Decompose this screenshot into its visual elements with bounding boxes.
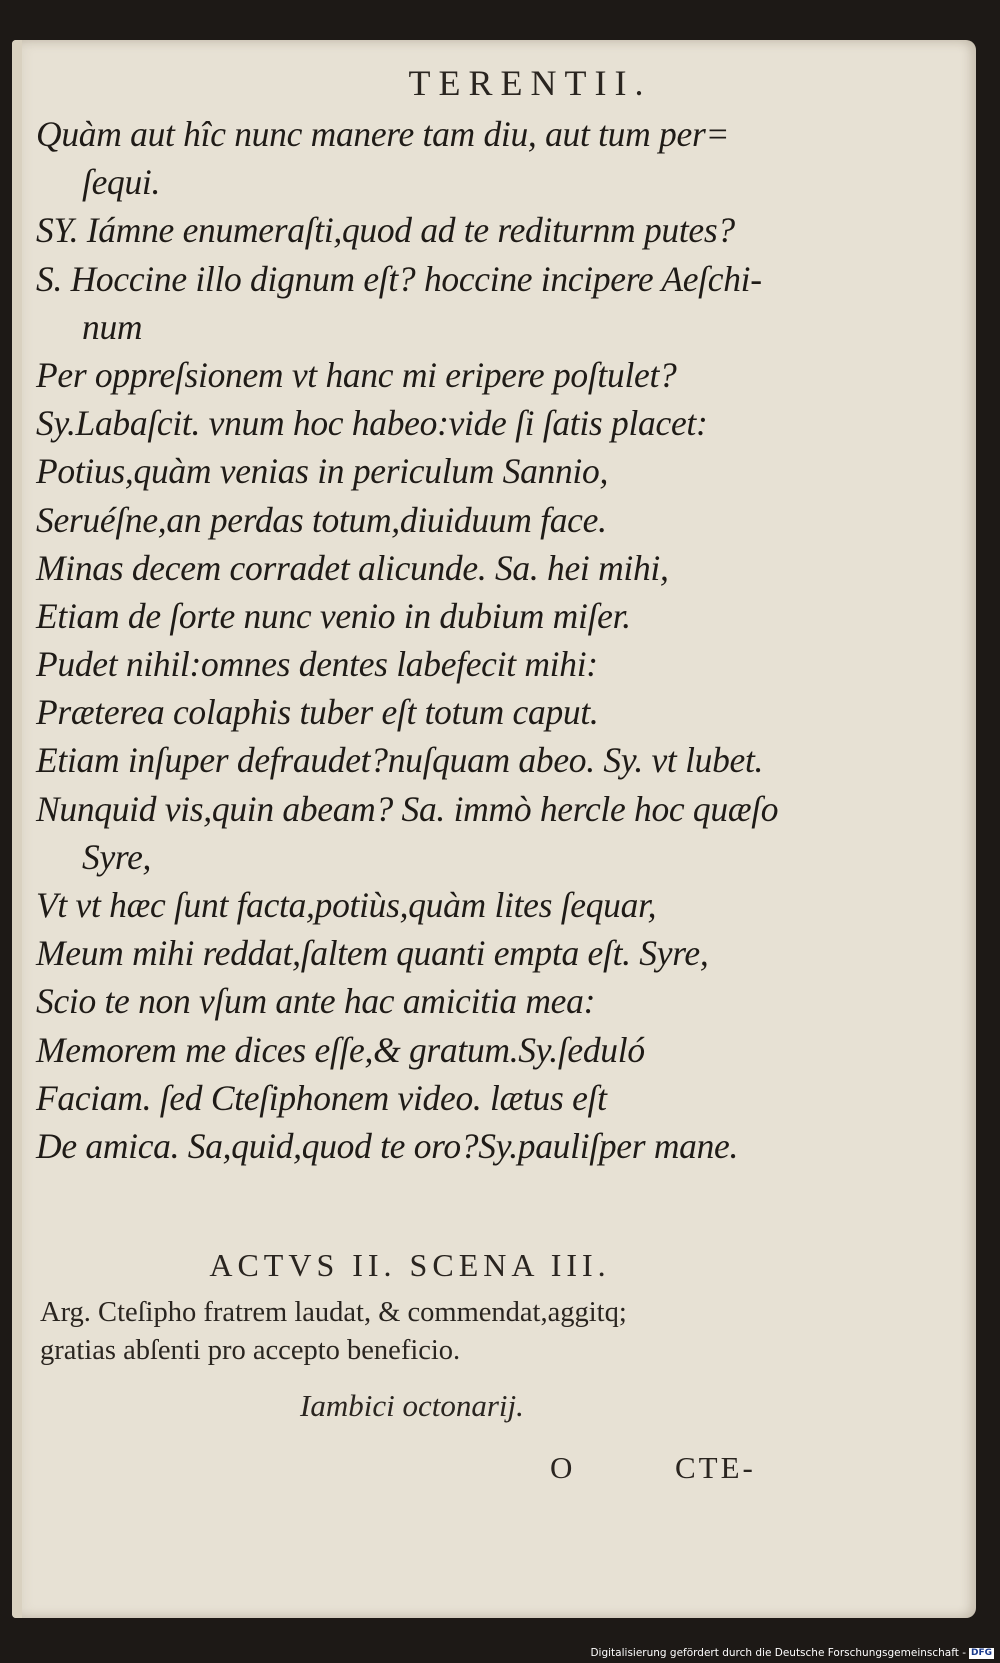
- verse-line: num: [82, 306, 143, 347]
- verse-line: Memorem me dices eſſe,& gratum.Sy.ſeduló: [36, 1029, 645, 1070]
- verse-line: Vt vt hæc ſunt facta,potiùs,quàm lites ſequar,: [36, 885, 657, 925]
- scene-argument: [40, 1294, 800, 1370]
- verse-line: Per oppreſsionem vt hanc mi eripere poſtulet?: [36, 354, 677, 395]
- argument-line: Arg. Cteſipho fratrem laudat, & commendat,aggitq;: [40, 1297, 627, 1328]
- verse-line: Pudet nihil:omnes dentes labefecit mihi:: [36, 644, 598, 685]
- verse-text-block: [36, 110, 936, 1170]
- running-head: TERENTII.: [408, 63, 652, 103]
- verse-line: Sy.Labaſcit. vnum hoc habeo:vide ſi ſatis placet:: [36, 403, 708, 444]
- verse-line: Etiam inſuper defraudet?nuſquam abeo. Sy. vt lubet.: [36, 740, 764, 781]
- verse-line: Quàm aut hîc nunc manere tam diu, aut tum per=: [36, 114, 730, 154]
- verse-line: Scio te non vſum ante hac amicitia mea:: [36, 981, 596, 1022]
- verse-line: Syre,: [82, 836, 152, 877]
- verse-line: De amica. Sa,quid,quod te oro?Sy.pauliſper mane.: [36, 1125, 739, 1166]
- verse-line: Præterea colaphis tuber eſt totum caput.: [36, 692, 599, 733]
- verse-line: Nunquid vis,quin abeam? Sa. immò hercle hoc quæſo: [36, 788, 779, 829]
- verse-line: Seruéſne,an perdas totum,diuiduum face.: [36, 499, 607, 540]
- verse-line: Meum mihi reddat,ſaltem quanti empta eſt. Syre,: [36, 933, 709, 974]
- verse-line: S. Hoccine illo dignum eſt? hoccine incipere Aeſchi-: [36, 258, 762, 299]
- digitization-footer: [590, 1647, 994, 1659]
- verse-line: Etiam de ſorte nunc venio in dubium miſer.: [36, 595, 631, 636]
- verse-line: Faciam. ſed Cteſiphonem video. lætus eſt: [36, 1077, 607, 1118]
- page-gutter-edge: [12, 40, 22, 1618]
- scene-heading: ACTVS II. SCENA III.: [209, 1247, 611, 1283]
- verse-line: ſequi.: [82, 162, 161, 203]
- verse-line: Minas decem corradet alicunde. Sa. hei mihi,: [36, 547, 669, 588]
- footer-credit-text: Digitalisierung gefördert durch die Deutsche Forschungsgemeinschaft -: [590, 1647, 966, 1659]
- meter-label: Iambici octonarij.: [300, 1388, 524, 1423]
- catchword: CTE-: [675, 1450, 756, 1485]
- catchword-initial: O: [550, 1450, 576, 1485]
- argument-line: gratias abſenti pro accepto beneficio.: [40, 1335, 461, 1366]
- verse-line: SY. Iámne enumeraſti,quod ad te rediturnm putes?: [36, 210, 735, 251]
- dfg-logo: DFG: [970, 1647, 992, 1658]
- verse-line: Potius,quàm venias in periculum Sannio,: [36, 451, 609, 492]
